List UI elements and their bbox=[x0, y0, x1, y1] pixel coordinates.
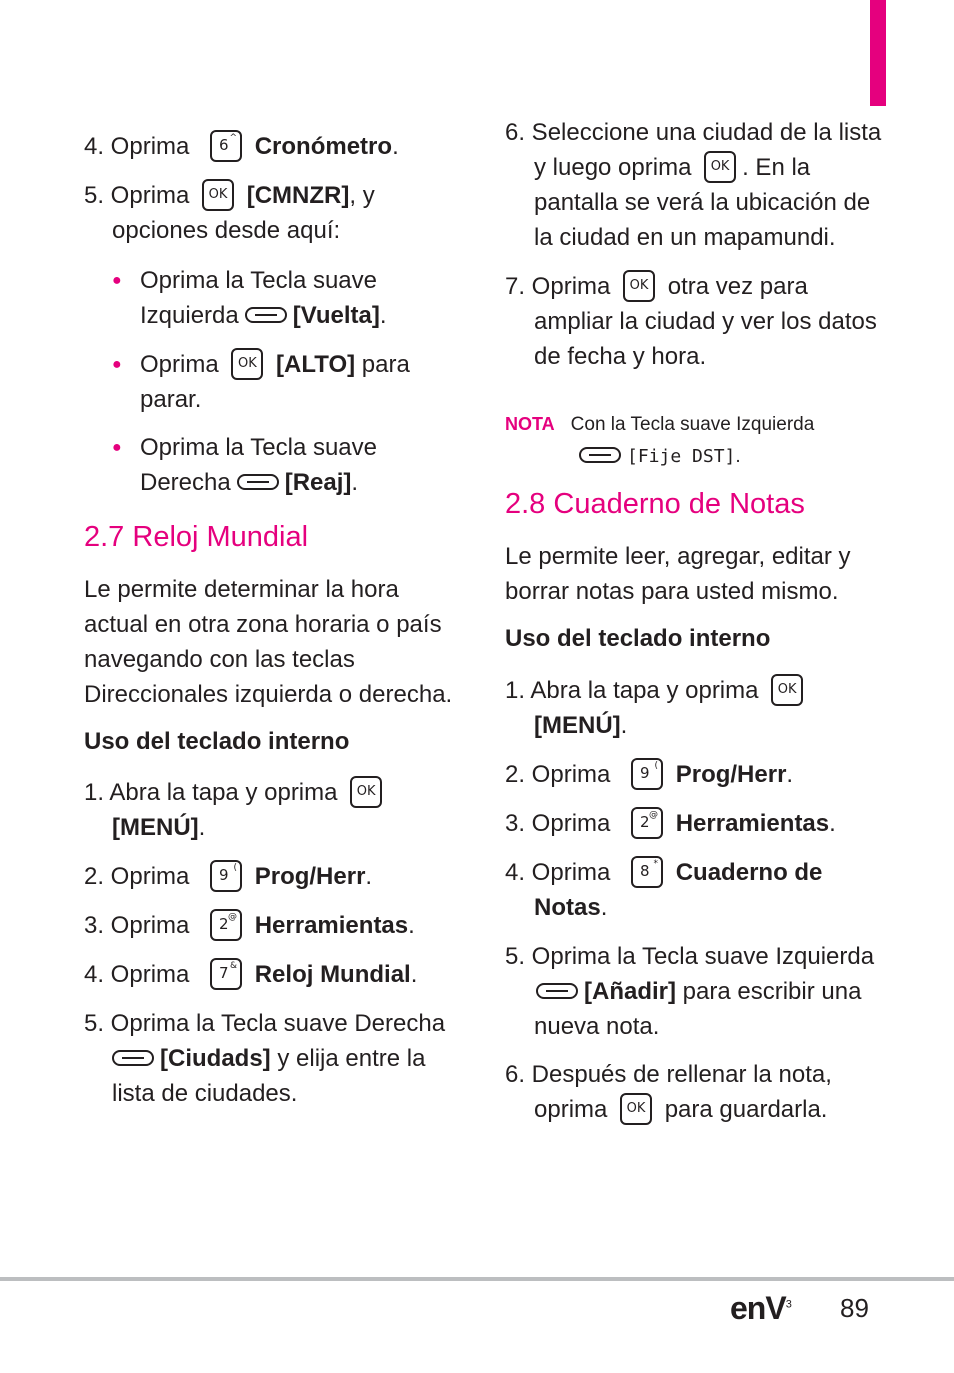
step-2-7-4: 4. Oprima 7 & Reloj Mundial. bbox=[84, 957, 417, 992]
ok-key-icon: OK bbox=[771, 674, 803, 706]
key-8-icon: 8 * bbox=[631, 856, 663, 888]
paragraph-2-8-line-2: borrar notas para usted mismo. bbox=[505, 578, 839, 605]
step-2-7-5-line-3: lista de ciudades. bbox=[112, 1080, 298, 1107]
footer-rule bbox=[0, 1277, 954, 1281]
step-2-8-5-line-1: 5. Oprima la Tecla suave Izquierda bbox=[505, 943, 875, 970]
step-2-8-2: 2. Oprima 9 ( Prog/Herr. bbox=[505, 757, 793, 792]
step-2-7-3: 3. Oprima 2 @ Herramientas. bbox=[84, 908, 415, 943]
step-5-cmnzr: 5. Oprima OK [CMNZR], y bbox=[84, 178, 375, 213]
step-6-line-2: y luego oprima OK . En la bbox=[534, 150, 810, 185]
note-line-1: NOTA Con la Tecla suave Izquierda bbox=[505, 414, 815, 435]
bullet-icon: ● bbox=[112, 439, 122, 456]
step-2-7-1: 1. Abra la tapa y oprima OK bbox=[84, 775, 388, 810]
key-7-icon: 7 & bbox=[210, 958, 242, 990]
note-label: NOTA bbox=[505, 414, 555, 434]
key-2-icon: 2 @ bbox=[210, 909, 242, 941]
subheading-2-8: Uso del teclado interno bbox=[505, 625, 771, 652]
ok-key-icon: OK bbox=[623, 270, 655, 302]
left-softkey-icon bbox=[245, 307, 287, 323]
bullet-icon: ● bbox=[112, 272, 122, 289]
bullet-1-line-2: Izquierda [Vuelta]. bbox=[140, 302, 387, 329]
step-2-7-5-line-2: [Ciudads] y elija entre la bbox=[106, 1041, 425, 1076]
page-number: 89 bbox=[840, 1293, 869, 1323]
section-heading-2-8: 2.8 Cuaderno de Notas bbox=[505, 488, 805, 520]
step-2-7-2: 2. Oprima 9 ( Prog/Herr. bbox=[84, 859, 372, 894]
step-7-line-3: de fecha y hora. bbox=[534, 343, 707, 370]
step-7-line-2: ampliar la ciudad y ver los datos bbox=[534, 308, 877, 335]
bullet-1-line-1: Oprima la Tecla suave bbox=[140, 267, 377, 294]
paragraph-2-7-line-3: navegando con las teclas bbox=[84, 646, 355, 673]
ok-key-icon: OK bbox=[231, 348, 263, 380]
left-softkey-icon bbox=[536, 983, 578, 999]
bullet-2-line-1: Oprima OK [ALTO] para bbox=[140, 347, 410, 382]
step-2-8-6-line-1: 6. Después de rellenar la nota, bbox=[505, 1061, 832, 1088]
key-9-icon: 9 ( bbox=[210, 860, 242, 892]
step-2-8-5-line-3: nueva nota. bbox=[534, 1013, 660, 1040]
step-6-line-4: la ciudad en un mapamundi. bbox=[534, 224, 836, 251]
ok-key-icon: OK bbox=[620, 1093, 652, 1125]
step-6-line-3: pantalla se verá la ubicación de bbox=[534, 189, 871, 216]
step-2-8-4-continuation: Notas. bbox=[534, 894, 608, 921]
key-2-icon: 2 @ bbox=[631, 807, 663, 839]
step-2-8-1-continuation: [MENÚ]. bbox=[534, 712, 628, 739]
step-2-8-5-line-2: [Añadir] para escribir una bbox=[530, 974, 861, 1009]
ok-key-icon: OK bbox=[704, 151, 736, 183]
paragraph-2-7-line-4: Direccionales izquierda o derecha. bbox=[84, 681, 453, 708]
step-2-7-1-continuation: [MENÚ]. bbox=[112, 814, 206, 841]
section-tab-marker bbox=[870, 0, 886, 106]
right-softkey-icon bbox=[237, 474, 279, 490]
step-7-line-1: 7. Oprima OK otra vez para bbox=[505, 269, 808, 304]
step-2-8-3: 3. Oprima 2 @ Herramientas. bbox=[505, 806, 836, 841]
step-6-line-1: 6. Seleccione una ciudad de la lista bbox=[505, 119, 882, 146]
left-softkey-icon bbox=[579, 447, 621, 463]
key-9-icon: 9 ( bbox=[631, 758, 663, 790]
paragraph-2-7-line-1: Le permite determinar la hora bbox=[84, 576, 399, 603]
ok-key-icon: OK bbox=[350, 776, 382, 808]
paragraph-2-7-line-2: actual en otra zona horaria o país bbox=[84, 611, 442, 638]
step-5-continuation: opciones desde aquí: bbox=[112, 217, 341, 244]
step-2-8-1: 1. Abra la tapa y oprima OK bbox=[505, 673, 809, 708]
env3-logo: enV$^3$ bbox=[730, 1290, 791, 1326]
step-2-8-4: 4. Oprima 8 * Cuaderno de bbox=[505, 855, 822, 890]
bullet-icon: ● bbox=[112, 356, 122, 373]
step-2-8-6-line-2: oprima OK para guardarla. bbox=[534, 1092, 827, 1127]
bullet-2-line-2: parar. bbox=[140, 386, 202, 413]
bullet-3-line-2: Derecha [Reaj]. bbox=[140, 469, 359, 496]
note-line-2: [Fije DST]. bbox=[579, 442, 741, 472]
key-6-icon: 6 ^ bbox=[210, 130, 242, 162]
step-4-cronometro: 4. Oprima 6 ^ Cronómetro. bbox=[84, 129, 399, 164]
subheading-2-7: Uso del teclado interno bbox=[84, 728, 350, 755]
paragraph-2-8-line-1: Le permite leer, agregar, editar y bbox=[505, 543, 851, 570]
bullet-3-line-1: Oprima la Tecla suave bbox=[140, 434, 377, 461]
section-heading-2-7: 2.7 Reloj Mundial bbox=[84, 521, 309, 553]
right-softkey-icon bbox=[112, 1050, 154, 1066]
step-2-7-5-line-1: 5. Oprima la Tecla suave Derecha bbox=[84, 1010, 446, 1037]
ok-key-icon: OK bbox=[202, 179, 234, 211]
